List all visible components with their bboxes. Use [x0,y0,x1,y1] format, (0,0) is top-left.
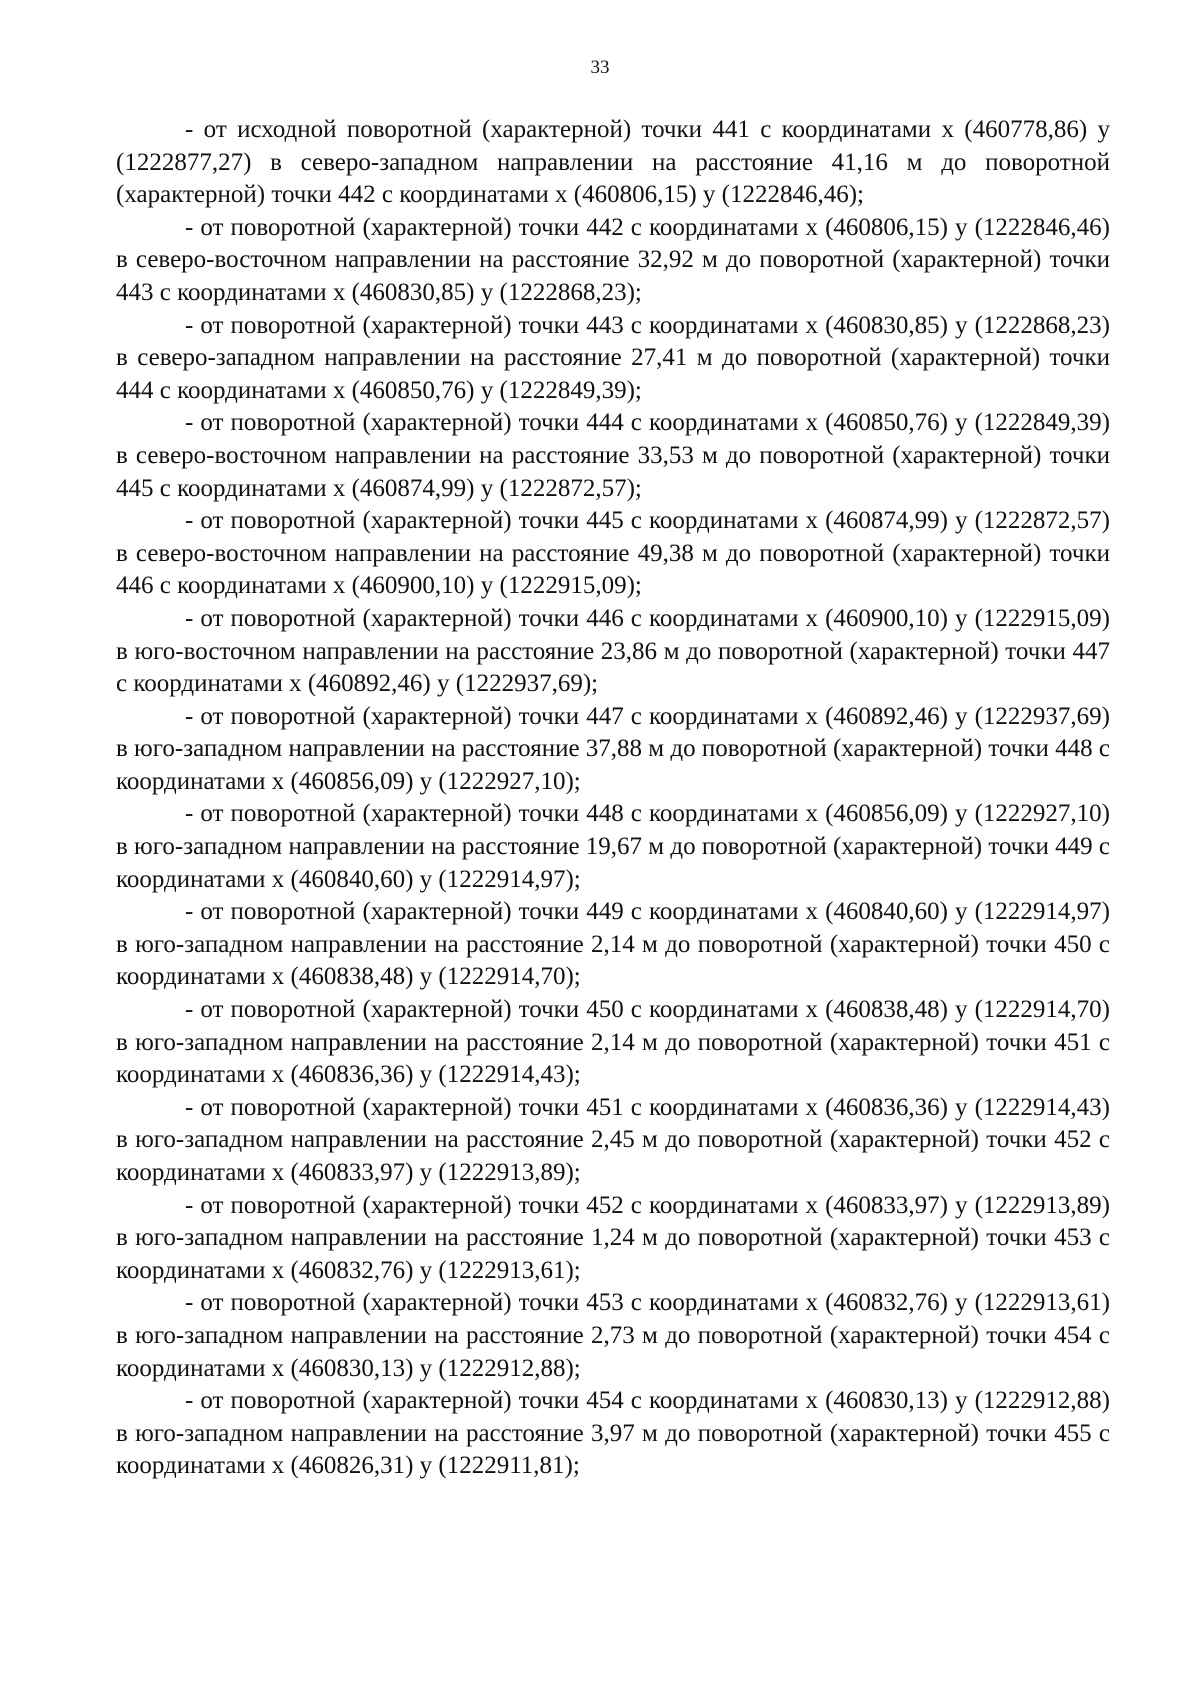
paragraph: - от поворотной (характерной) точки 450 с координатами х (460838,48) у (1222914,70) в юго-западном направлении на расстояние 2,14 м до поворотной (характерной) точки 451 с координатами х (460836,36) у (1222914,43); [116,996,1110,1089]
paragraph: - от поворотной (характерной) точки 448 с координатами х (460856,09) у (1222927,10) в юго-западном направлении на расстояние 19,67 м до поворотной (характерной) точки 449 с координатами х (460840,60) у (1222914,97); [116,800,1110,893]
paragraph: - от поворотной (характерной) точки 442 с координатами х (460806,15) у (1222846,46) в северо-восточном направлении на расстояние 32,92 м до поворотной (характерной) точки 443 с координатами х (460830,85) у (1222868,23); [116,213,1110,306]
paragraph: - от поворотной (характерной) точки 443 с координатами х (460830,85) у (1222868,23) в северо-западном направлении на расстояние 27,41 м до поворотной (характерной) точки 444 с координатами х (460850,76) у (1222849,39); [116,311,1110,404]
paragraph: - от поворотной (характерной) точки 444 с координатами х (460850,76) у (1222849,39) в северо-восточном направлении на расстояние 33,53 м до поворотной (характерной) точки 445 с координатами х (460874,99) у (1222872,57); [116,409,1110,502]
paragraph: - от поворотной (характерной) точки 446 с координатами х (460900,10) у (1222915,09) в юго-восточном направлении на расстояние 23,86 м до поворотной (характерной) точки 447 с координатами х (460892,46) у (1222937,69); [116,604,1110,698]
paragraph: - от поворотной (характерной) точки 451 с координатами х (460836,36) у (1222914,43) в юго-западном направлении на расстояние 2,45 м до поворотной (характерной) точки 452 с координатами х (460833,97) у (1222913,89); [116,1093,1110,1186]
paragraph: - от поворотной (характерной) точки 445 с координатами х (460874,99) у (1222872,57) в северо-восточном направлении на расстояние 49,38 м до поворотной (характерной) точки 446 с координатами х (460900,10) у (1222915,09); [116,507,1110,600]
paragraph: - от поворотной (характерной) точки 453 с координатами х (460832,76) у (1222913,61) в юго-западном направлении на расстояние 2,73 м до поворотной (характерной) точки 454 с координатами х (460830,13) у (1222912,88); [116,1289,1110,1382]
page-number: 33 [590,57,610,78]
paragraph: - от поворотной (характерной) точки 452 с координатами х (460833,97) у (1222913,89) в юго-западном направлении на расстояние 1,24 м до поворотной (характерной) точки 453 с координатами х (460832,76) у (1222913,61); [116,1191,1110,1284]
document-body [116,114,1110,1483]
paragraph: - от поворотной (характерной) точки 454 с координатами х (460830,13) у (1222912,88) в юго-западном направлении на расстояние 3,97 м до поворотной (характерной) точки 455 с координатами х (460826,31) у (1222911,81); [116,1387,1110,1480]
paragraph: - от поворотной (характерной) точки 449 с координатами х (460840,60) у (1222914,97) в юго-западном направлении на расстояние 2,14 м до поворотной (характерной) точки 450 с координатами х (460838,48) у (1222914,70); [116,898,1110,991]
paragraph: - от поворотной (характерной) точки 447 с координатами х (460892,46) у (1222937,69) в юго-западном направлении на расстояние 37,88 м до поворотной (характерной) точки 448 с координатами х (460856,09) у (1222927,10); [116,702,1110,795]
paragraph: - от исходной поворотной (характерной) точки 441 с координатами х (460778,86) у (1222877,27) в северо-западном направлении на расстояние 41,16 м до поворотной (характерной) точки 442 с координатами х (460806,15) у (1222846,46); [116,116,1110,209]
